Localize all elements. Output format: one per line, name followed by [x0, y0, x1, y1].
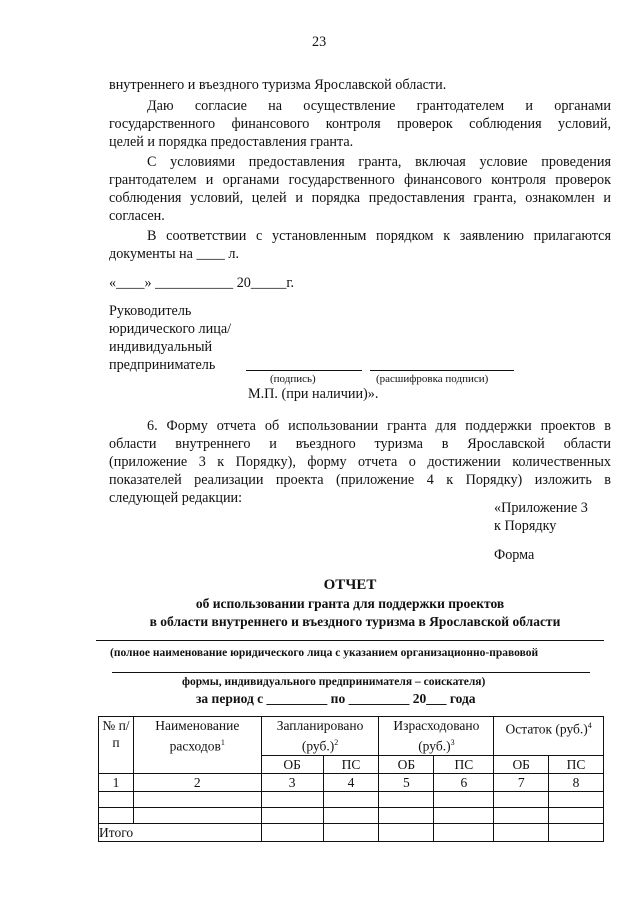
- column-number: 5: [379, 773, 434, 791]
- page-number: 23: [312, 34, 327, 50]
- date-line: «____» ___________ 20_____г.: [109, 275, 295, 291]
- table-row: [99, 807, 604, 823]
- paragraph-line: соблюдения условий, целей и порядка предоставления гранта, ознакомлен и: [109, 190, 611, 206]
- paragraph-line: следующей редакции:: [109, 490, 243, 506]
- paragraph-line: согласен.: [109, 208, 165, 224]
- org-name-caption: (полное наименование юридического лица с указанием организационно-правовой: [110, 647, 539, 659]
- period-line: за период с _________ по _________ 20___ года: [196, 691, 476, 706]
- report-title: ОТЧЕТ: [323, 577, 377, 593]
- column-number: 1: [99, 773, 134, 791]
- paragraph-line: государственного финансового контроля проверок соблюдения условий,: [109, 116, 611, 132]
- header-ob: ОБ: [379, 755, 434, 773]
- appendix-label: «Приложение 3: [494, 500, 588, 516]
- paragraph-line: (приложение 3 к Порядку), форму отчета о достижении количественных: [109, 454, 611, 470]
- appendix-label: к Порядку: [494, 518, 557, 534]
- paragraph-line: грантодателем и органами государственного финансового контроля проверок: [109, 172, 611, 188]
- signer-label: юридического лица/: [109, 321, 232, 337]
- column-number: 4: [323, 773, 379, 791]
- header-rest: Остаток $(руб.)^4$: [494, 717, 604, 756]
- paragraph-line: 6. Форму отчета об использовании гранта для поддержки проектов в: [147, 418, 611, 434]
- signer-label: Руководитель: [109, 303, 192, 319]
- report-subtitle: в области внутреннего и въездного туризма в Ярославской области: [149, 614, 561, 629]
- column-number: 6: [434, 773, 494, 791]
- header-ob: ОБ: [494, 755, 549, 773]
- decode-line: [370, 370, 514, 371]
- paragraph-line: целей и порядка предоставления гранта.: [109, 134, 354, 150]
- signature-caption: (подпись): [270, 373, 316, 385]
- total-row: [99, 823, 604, 841]
- header-name: Наименование расходов$^1$: [133, 717, 261, 774]
- org-name-line-2: [112, 672, 590, 673]
- report-subtitle: об использовании гранта для поддержки проектов: [195, 596, 505, 611]
- signer-label: индивидуальный: [109, 339, 213, 355]
- total-label: Итого: [99, 823, 262, 841]
- header-spent: Израсходовано $(руб.)^3$: [379, 717, 494, 756]
- signer-label: предприниматель: [109, 357, 216, 373]
- form-label: Форма: [494, 547, 535, 563]
- table-row: [99, 791, 604, 807]
- column-number: 3: [261, 773, 323, 791]
- paragraph-line: В соответствии с установленным порядком к заявлению прилагаются: [147, 228, 611, 244]
- paragraph-line: документы на ____ л.: [109, 246, 240, 262]
- header-num: № п/п: [99, 717, 134, 774]
- header-planned: Запланировано $(руб.)^2$: [261, 717, 379, 756]
- column-number: 2: [133, 773, 261, 791]
- header-ps: ПС: [323, 755, 379, 773]
- paragraph-line: показателей реализации проекта (приложение 4 к Порядку) изложить в: [109, 472, 611, 488]
- paragraph-line: С условиями предоставления гранта, включая условие проведения: [147, 154, 611, 170]
- decode-caption: (расшифровка подписи): [376, 373, 489, 385]
- header-ob: ОБ: [261, 755, 323, 773]
- org-name-caption: формы, индивидуального предпринимателя – соискателя): [182, 676, 486, 688]
- column-number: 8: [549, 773, 604, 791]
- stamp-label: М.П. (при наличии)».: [248, 386, 379, 402]
- report-table: [98, 716, 604, 842]
- signature-line: [246, 370, 362, 371]
- paragraph-line: Даю согласие на осуществление грантодателем и органами: [147, 98, 611, 114]
- org-name-line: [96, 640, 604, 641]
- paragraph-line: внутреннего и въездного туризма Ярославской области.: [109, 77, 447, 93]
- paragraph-line: области внутреннего и въездного туризма в Ярославской области: [109, 436, 611, 452]
- header-ps: ПС: [434, 755, 494, 773]
- column-number: 7: [494, 773, 549, 791]
- header-ps: ПС: [549, 755, 604, 773]
